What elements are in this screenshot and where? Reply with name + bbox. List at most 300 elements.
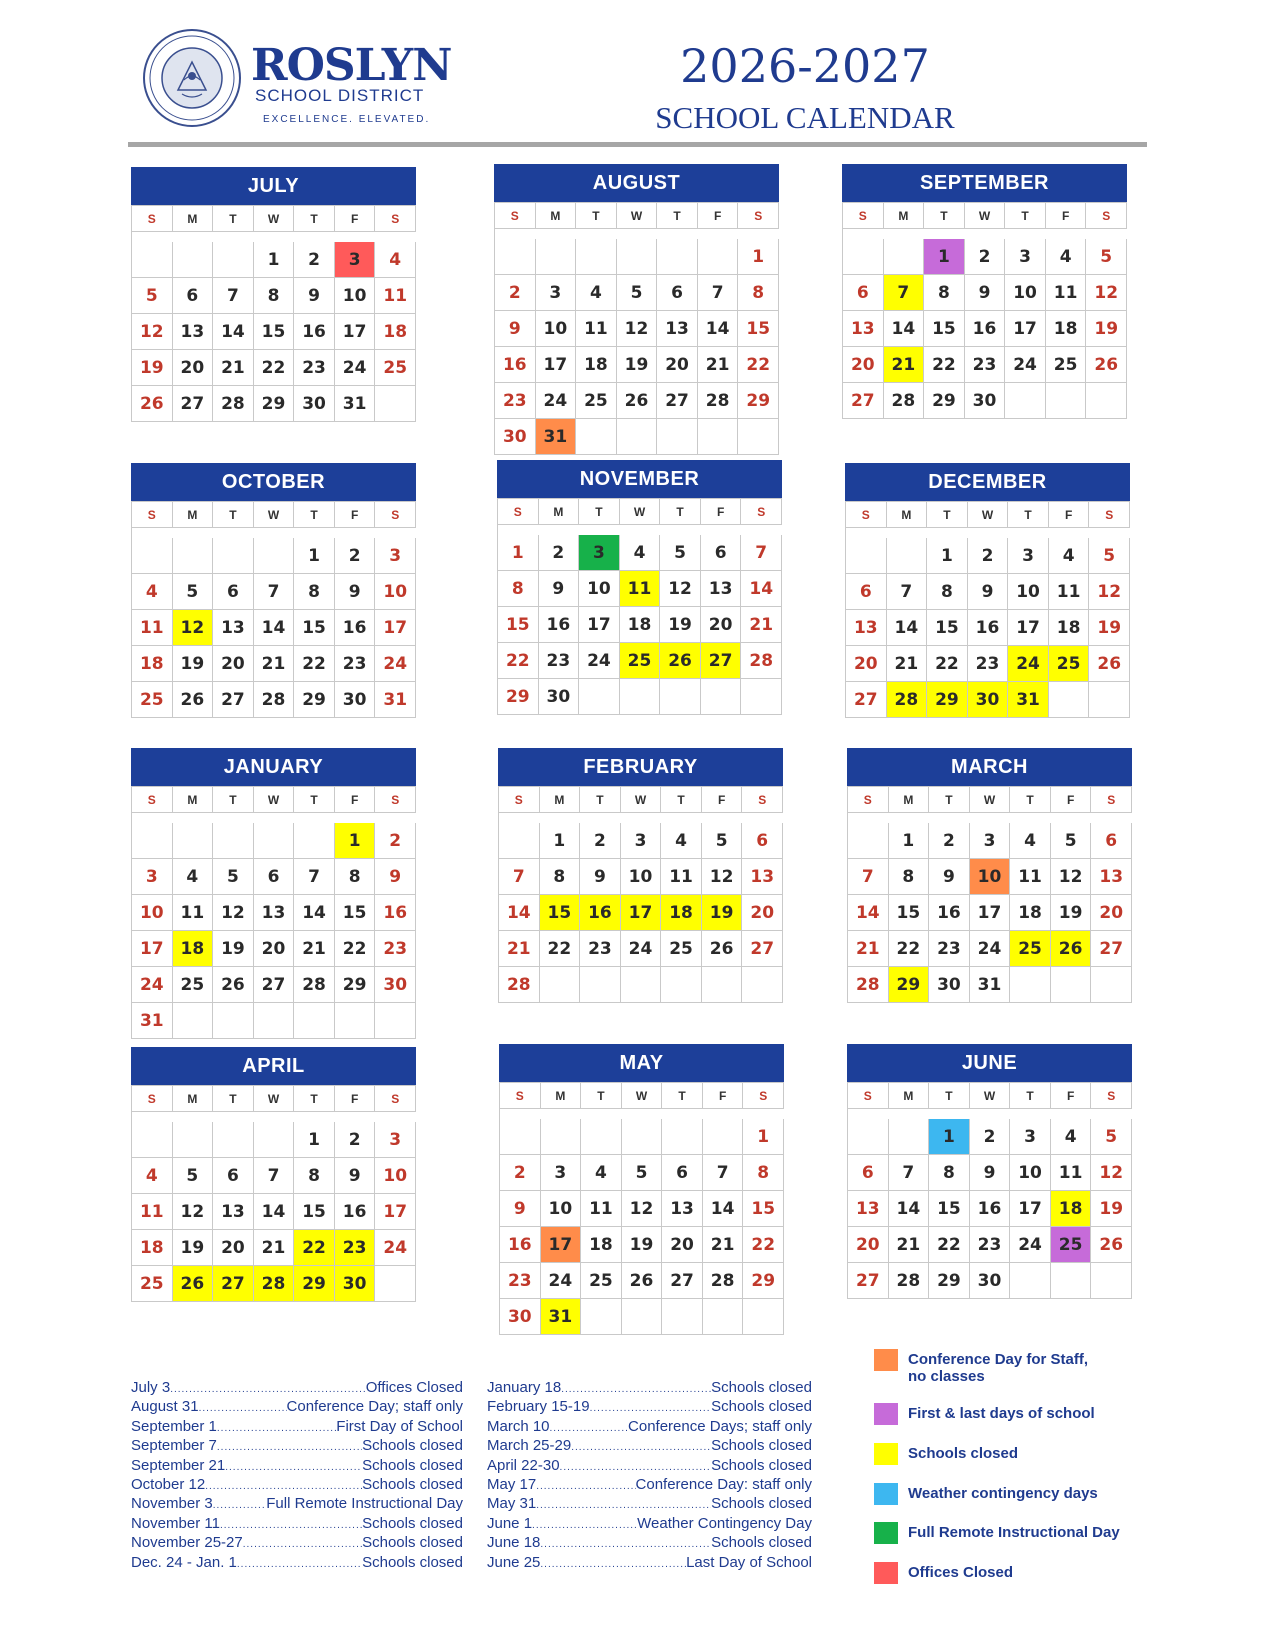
day-cell: 6 [657, 275, 698, 311]
district-seal [142, 28, 242, 128]
month-july [131, 167, 416, 422]
day-cell: 3 [621, 823, 662, 859]
day-cell: 17 [1008, 610, 1049, 646]
weekday-header: M [173, 206, 214, 232]
day-cell: 22 [294, 646, 335, 682]
empty-cell [622, 1119, 663, 1155]
note-date: September 21 [131, 1456, 226, 1474]
day-cell: 20 [173, 350, 214, 386]
note-description: Schools closed [362, 1437, 463, 1455]
empty-cell [294, 1003, 335, 1039]
note-description: Full Remote Instructional Day [266, 1495, 463, 1513]
month-title: NOVEMBER [497, 460, 782, 498]
notes-left-column [131, 1378, 463, 1572]
day-cell: 14 [848, 895, 889, 931]
note-item [131, 1553, 463, 1572]
day-cell: 9 [968, 574, 1009, 610]
day-cell: 22 [498, 643, 539, 679]
day-cell: 11 [132, 1194, 173, 1230]
day-cell: 3 [536, 275, 577, 311]
day-cell: 12 [702, 859, 743, 895]
day-cell: 22 [743, 1227, 784, 1263]
day-cell: 5 [702, 823, 743, 859]
day-cell: 24 [970, 931, 1011, 967]
day-cell: 30 [335, 682, 376, 718]
note-item [131, 1533, 463, 1552]
day-cell: 1 [294, 538, 335, 574]
day-cell: 20 [657, 347, 698, 383]
dot-leader [536, 1475, 635, 1494]
empty-cell [335, 1003, 376, 1039]
day-cell: 5 [173, 1158, 214, 1194]
day-cell: 12 [660, 571, 701, 607]
day-cell: 16 [294, 314, 335, 350]
month-days [131, 1085, 416, 1302]
day-cell: 30 [500, 1299, 541, 1335]
month-days [498, 786, 783, 1003]
day-cell: 31 [375, 682, 416, 718]
note-item [131, 1378, 463, 1397]
day-cell: 28 [848, 967, 889, 1003]
day-cell: 17 [132, 931, 173, 967]
weekday-header: F [1051, 1083, 1092, 1109]
weekday-header: T [581, 1083, 622, 1109]
day-cell: 24 [536, 383, 577, 419]
weekday-header: S [843, 203, 884, 229]
day-cell-schools-closed: 31 [1008, 682, 1049, 718]
weekday-header: F [1051, 787, 1092, 813]
month-title: JANUARY [131, 748, 416, 786]
day-cell: 13 [742, 859, 783, 895]
day-cell: 8 [540, 859, 581, 895]
day-cell: 9 [965, 275, 1006, 311]
day-cell: 27 [662, 1263, 703, 1299]
weekday-header: T [660, 499, 701, 525]
day-cell: 6 [846, 574, 887, 610]
day-cell: 2 [375, 823, 416, 859]
note-description: Last Day of School [686, 1553, 812, 1571]
day-cell: 13 [657, 311, 698, 347]
day-cell: 11 [1051, 1155, 1092, 1191]
day-cell: 31 [132, 1003, 173, 1039]
note-item [487, 1514, 812, 1533]
legend-swatch [874, 1522, 898, 1544]
day-cell: 14 [887, 610, 928, 646]
empty-cell [620, 679, 661, 715]
day-cell: 23 [970, 1227, 1011, 1263]
day-cell: 30 [965, 383, 1006, 419]
weekday-header: W [621, 787, 662, 813]
day-cell: 11 [375, 278, 416, 314]
day-cell-weather-day: 1 [929, 1119, 970, 1155]
day-cell: 19 [132, 350, 173, 386]
weekday-header: T [1005, 203, 1046, 229]
month-title: MARCH [847, 748, 1132, 786]
empty-cell [541, 1119, 582, 1155]
month-days [131, 786, 416, 1039]
empty-cell [848, 823, 889, 859]
day-cell: 21 [889, 1227, 930, 1263]
empty-cell [495, 239, 536, 275]
legend-label: Conference Day for Staff, no classes [908, 1351, 1089, 1385]
empty-cell [738, 419, 779, 455]
day-cell: 18 [576, 347, 617, 383]
day-cell: 6 [213, 574, 254, 610]
month-title: JUNE [847, 1044, 1132, 1082]
day-cell: 19 [660, 607, 701, 643]
day-cell: 8 [927, 574, 968, 610]
day-cell: 9 [539, 571, 580, 607]
day-cell-schools-closed: 12 [173, 610, 214, 646]
day-cell: 26 [1089, 646, 1130, 682]
note-item [131, 1436, 463, 1455]
month-october [131, 463, 416, 718]
day-cell: 19 [1089, 610, 1130, 646]
weekday-header: S [132, 502, 173, 528]
empty-cell [743, 1299, 784, 1335]
empty-cell [294, 823, 335, 859]
day-cell: 28 [254, 682, 295, 718]
note-item [487, 1417, 812, 1436]
day-cell: 19 [1051, 895, 1092, 931]
weekday-header: W [254, 1086, 295, 1112]
day-cell: 21 [848, 931, 889, 967]
month-days [494, 202, 779, 455]
day-cell-first-last-day: 1 [924, 239, 965, 275]
day-cell: 13 [662, 1191, 703, 1227]
legend-label: Schools closed [908, 1445, 1019, 1462]
weekday-header: F [703, 1083, 744, 1109]
day-cell: 12 [617, 311, 658, 347]
day-cell: 29 [254, 386, 295, 422]
day-cell: 5 [660, 535, 701, 571]
day-cell: 16 [929, 895, 970, 931]
month-days [497, 498, 782, 715]
day-cell: 22 [335, 931, 376, 967]
day-cell: 12 [132, 314, 173, 350]
day-cell: 21 [213, 350, 254, 386]
day-cell: 15 [924, 311, 965, 347]
weekday-header: S [375, 206, 416, 232]
day-cell: 29 [743, 1263, 784, 1299]
day-cell: 4 [1046, 239, 1087, 275]
day-cell: 15 [498, 607, 539, 643]
day-cell: 1 [294, 1122, 335, 1158]
district-tagline: EXCELLENCE. ELEVATED. [263, 114, 431, 125]
day-cell-schools-closed: 1 [335, 823, 376, 859]
day-cell: 8 [498, 571, 539, 607]
legend-swatch [874, 1443, 898, 1465]
day-cell: 20 [843, 347, 884, 383]
dot-leader [560, 1456, 712, 1475]
day-cell-schools-closed: 7 [884, 275, 925, 311]
month-may [499, 1044, 784, 1335]
day-cell: 2 [294, 242, 335, 278]
weekday-header: F [701, 499, 742, 525]
weekday-header: M [173, 502, 214, 528]
day-cell: 6 [173, 278, 214, 314]
empty-cell [173, 1122, 214, 1158]
day-cell: 4 [1049, 538, 1090, 574]
weekday-header: T [1008, 502, 1049, 528]
day-cell: 5 [1086, 239, 1127, 275]
month-title: OCTOBER [131, 463, 416, 501]
day-cell: 27 [213, 682, 254, 718]
day-cell: 9 [335, 574, 376, 610]
empty-cell [661, 967, 702, 1003]
day-cell: 22 [540, 931, 581, 967]
day-cell: 23 [294, 350, 335, 386]
day-cell-schools-closed: 11 [620, 571, 661, 607]
day-cell: 23 [965, 347, 1006, 383]
empty-cell [213, 242, 254, 278]
empty-cell [132, 538, 173, 574]
empty-cell [848, 1119, 889, 1155]
note-description: Offices Closed [365, 1379, 463, 1396]
calendar-title: SCHOOL CALENDAR [655, 100, 955, 135]
note-item [487, 1475, 812, 1494]
dot-leader [243, 1533, 362, 1552]
day-cell: 15 [929, 1191, 970, 1227]
day-cell: 4 [576, 275, 617, 311]
day-cell: 2 [965, 239, 1006, 275]
day-cell: 19 [1091, 1191, 1132, 1227]
weekday-header: T [924, 203, 965, 229]
weekday-header: S [848, 787, 889, 813]
day-cell: 30 [495, 419, 536, 455]
note-item [487, 1553, 812, 1572]
day-cell: 21 [254, 646, 295, 682]
day-cell: 24 [335, 350, 376, 386]
day-cell: 2 [970, 1119, 1011, 1155]
day-cell: 19 [617, 347, 658, 383]
day-cell: 19 [213, 931, 254, 967]
day-cell: 12 [213, 895, 254, 931]
empty-cell [1010, 1263, 1051, 1299]
empty-cell [1005, 383, 1046, 419]
day-cell: 17 [375, 610, 416, 646]
day-cell: 11 [132, 610, 173, 646]
day-cell: 18 [132, 646, 173, 682]
empty-cell [375, 1003, 416, 1039]
day-cell: 28 [698, 383, 739, 419]
weekday-header: T [929, 787, 970, 813]
month-days [847, 786, 1132, 1003]
month-title: DECEMBER [845, 463, 1130, 501]
day-cell: 19 [622, 1227, 663, 1263]
day-cell-schools-closed: 18 [661, 895, 702, 931]
day-cell: 1 [889, 823, 930, 859]
day-cell: 3 [1005, 239, 1046, 275]
day-cell: 29 [738, 383, 779, 419]
day-cell: 23 [375, 931, 416, 967]
day-cell: 31 [970, 967, 1011, 1003]
month-title: APRIL [131, 1047, 416, 1085]
day-cell: 25 [1046, 347, 1087, 383]
day-cell: 18 [620, 607, 661, 643]
weekday-header: T [929, 1083, 970, 1109]
month-december [845, 463, 1130, 718]
weekday-header: S [741, 499, 782, 525]
empty-cell [1010, 967, 1051, 1003]
day-cell: 12 [173, 1194, 214, 1230]
day-cell: 11 [1010, 859, 1051, 895]
day-cell: 30 [294, 386, 335, 422]
day-cell: 27 [843, 383, 884, 419]
day-cell: 1 [498, 535, 539, 571]
day-cell: 11 [576, 311, 617, 347]
day-cell: 8 [889, 859, 930, 895]
weekday-header: T [294, 1086, 335, 1112]
weekday-header: T [579, 499, 620, 525]
weekday-header: S [742, 787, 783, 813]
day-cell: 6 [662, 1155, 703, 1191]
day-cell-conference-day: 10 [970, 859, 1011, 895]
day-cell: 1 [743, 1119, 784, 1155]
legend-label: Full Remote Instructional Day [908, 1524, 1120, 1541]
day-cell: 25 [173, 967, 214, 1003]
month-november [497, 460, 782, 715]
day-cell: 9 [970, 1155, 1011, 1191]
empty-cell [698, 239, 739, 275]
note-date: March 10 [487, 1417, 550, 1435]
note-description: Conference Day; staff only [286, 1398, 463, 1416]
empty-cell [660, 679, 701, 715]
day-cell: 22 [929, 1227, 970, 1263]
day-cell: 3 [541, 1155, 582, 1191]
day-cell: 4 [1010, 823, 1051, 859]
day-cell: 13 [1091, 859, 1132, 895]
day-cell: 10 [541, 1191, 582, 1227]
dot-leader [237, 1553, 362, 1572]
day-cell: 10 [1008, 574, 1049, 610]
weekday-header: M [889, 1083, 930, 1109]
weekday-header: T [213, 1086, 254, 1112]
day-cell-schools-closed: 27 [701, 643, 742, 679]
empty-cell [1091, 967, 1132, 1003]
day-cell: 26 [213, 967, 254, 1003]
day-cell: 22 [889, 931, 930, 967]
day-cell: 13 [213, 610, 254, 646]
empty-cell [887, 538, 928, 574]
day-cell-schools-closed: 28 [254, 1266, 295, 1302]
day-cell: 2 [929, 823, 970, 859]
day-cell: 16 [970, 1191, 1011, 1227]
day-cell: 18 [1046, 311, 1087, 347]
day-cell: 21 [741, 607, 782, 643]
district-name: ROSLYN [251, 40, 452, 91]
day-cell: 16 [375, 895, 416, 931]
day-cell: 17 [1010, 1191, 1051, 1227]
note-description: Schools closed [711, 1456, 812, 1474]
day-cell: 7 [698, 275, 739, 311]
empty-cell [173, 538, 214, 574]
day-cell: 19 [173, 1230, 214, 1266]
note-item [487, 1397, 812, 1416]
day-cell: 23 [500, 1263, 541, 1299]
empty-cell [132, 823, 173, 859]
day-cell: 11 [1049, 574, 1090, 610]
day-cell: 13 [848, 1191, 889, 1227]
day-cell: 19 [173, 646, 214, 682]
day-cell: 19 [1086, 311, 1127, 347]
day-cell: 2 [968, 538, 1009, 574]
note-date: August 31 [131, 1398, 199, 1416]
weekday-header: W [617, 203, 658, 229]
day-cell: 11 [661, 859, 702, 895]
day-cell-conference-day: 17 [541, 1227, 582, 1263]
dot-leader [540, 1553, 686, 1572]
day-cell: 10 [1010, 1155, 1051, 1191]
note-description: Schools closed [362, 1514, 463, 1532]
empty-cell [617, 239, 658, 275]
weekday-header: W [970, 1083, 1011, 1109]
day-cell: 5 [132, 278, 173, 314]
day-cell: 10 [132, 895, 173, 931]
day-cell: 13 [213, 1194, 254, 1230]
empty-cell [580, 967, 621, 1003]
empty-cell [1051, 967, 1092, 1003]
day-cell: 24 [132, 967, 173, 1003]
day-cell: 28 [884, 383, 925, 419]
day-cell: 15 [254, 314, 295, 350]
empty-cell [576, 239, 617, 275]
weekday-header: M [889, 787, 930, 813]
day-cell: 20 [742, 895, 783, 931]
day-cell: 13 [846, 610, 887, 646]
day-cell: 24 [1005, 347, 1046, 383]
note-item [131, 1417, 463, 1436]
day-cell-schools-closed: 25 [1010, 931, 1051, 967]
weekday-header: S [375, 1086, 416, 1112]
empty-cell [846, 538, 887, 574]
day-cell: 20 [848, 1227, 889, 1263]
day-cell: 26 [1086, 347, 1127, 383]
note-description: Schools closed [711, 1398, 812, 1416]
day-cell-schools-closed: 25 [1049, 646, 1090, 682]
month-september [842, 164, 1127, 419]
day-cell: 26 [173, 682, 214, 718]
header-divider [128, 142, 1147, 147]
day-cell: 7 [213, 278, 254, 314]
day-cell-offices-closed: 3 [335, 242, 376, 278]
note-date: May 31 [487, 1495, 537, 1513]
weekday-header: S [846, 502, 887, 528]
weekday-header: T [294, 206, 335, 232]
note-description: Conference Days; staff only [628, 1417, 812, 1435]
dot-leader [571, 1436, 711, 1455]
day-cell: 14 [884, 311, 925, 347]
day-cell: 4 [581, 1155, 622, 1191]
weekday-header: T [294, 787, 335, 813]
dot-leader [540, 1533, 711, 1552]
empty-cell [254, 823, 295, 859]
note-date: May 17 [487, 1475, 537, 1493]
day-cell: 25 [581, 1263, 622, 1299]
day-cell: 9 [500, 1191, 541, 1227]
day-cell: 6 [848, 1155, 889, 1191]
note-description: Schools closed [711, 1379, 812, 1396]
note-description: Schools closed [711, 1495, 812, 1513]
day-cell: 6 [701, 535, 742, 571]
weekday-header: T [576, 203, 617, 229]
day-cell: 1 [254, 242, 295, 278]
day-cell: 14 [294, 895, 335, 931]
weekday-header: S [375, 787, 416, 813]
empty-cell [254, 538, 295, 574]
legend-label: Weather contingency days [908, 1485, 1098, 1502]
day-cell: 28 [213, 386, 254, 422]
